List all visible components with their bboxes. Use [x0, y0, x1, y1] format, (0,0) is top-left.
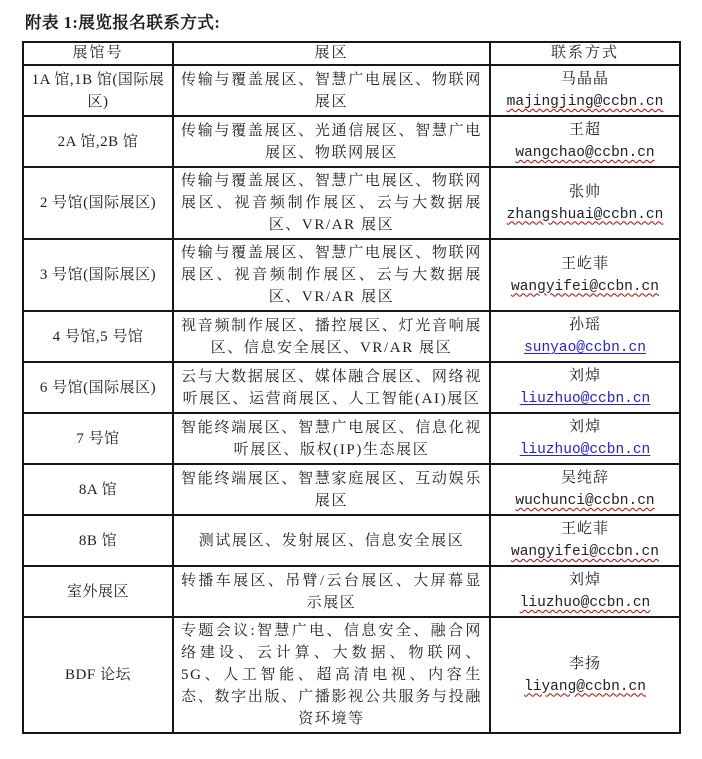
contact-email[interactable]: liuzhuo@ccbn.cn [519, 442, 651, 458]
table-row [23, 566, 680, 617]
table-row [23, 65, 680, 116]
zone-cell: 传输与覆盖展区、光通信展区、智慧广电展区、物联网展区 [173, 116, 490, 167]
zone-cell: 转播车展区、吊臂/云台展区、大屏幕显示展区 [173, 566, 490, 617]
contact-email-line [495, 141, 675, 164]
contact-name: 刘焯 [568, 368, 601, 384]
hall-cell: 室外展区 [23, 566, 173, 617]
contact-email[interactable]: sunyao@ccbn.cn [524, 340, 646, 356]
contact-email-line [495, 275, 675, 298]
zone-cell: 传输与覆盖展区、智慧广电展区、物联网展区、视音频制作展区、云与大数据展区、VR/AR 展区 [173, 239, 490, 311]
zone-cell: 传输与覆盖展区、智慧广电展区、物联网展区、视音频制作展区、云与大数据展区、VR/AR 展区 [173, 167, 490, 239]
hall-cell: 8A 馆 [23, 464, 173, 515]
contact-email: wangyifei@ccbn.cn [511, 544, 659, 560]
contact-email-line [495, 675, 675, 698]
contact-email: wuchunci@ccbn.cn [515, 493, 655, 509]
zone-cell: 测试展区、发射展区、信息安全展区 [173, 515, 490, 566]
contact-cell [490, 311, 680, 362]
contact-email[interactable]: liuzhuo@ccbn.cn [519, 391, 651, 407]
contact-name: 马晶晶 [560, 71, 609, 87]
contact-name: 孙瑶 [568, 317, 601, 333]
page-title: 附表 1:展览报名联系方式: [25, 13, 221, 32]
contact-email-line [495, 336, 675, 359]
zone-cell: 智能终端展区、智慧家庭展区、互动娱乐展区 [173, 464, 490, 515]
contact-cell [490, 65, 680, 116]
contact-email-line [495, 90, 675, 113]
table-header-row [23, 42, 680, 65]
hall-cell: 6 号馆(国际展区) [23, 362, 173, 413]
table-row [23, 617, 680, 733]
contact-name: 吴纯辞 [560, 470, 609, 486]
contact-name: 王屹菲 [560, 521, 609, 537]
contact-cell [490, 362, 680, 413]
contact-cell [490, 116, 680, 167]
table-row [23, 167, 680, 239]
contact-cell [490, 464, 680, 515]
contact-name: 王屹菲 [560, 255, 609, 272]
hall-cell: 3 号馆(国际展区) [23, 239, 173, 311]
contact-email: majingjing@ccbn.cn [506, 94, 664, 110]
contact-email-line [495, 591, 675, 614]
table-row [23, 311, 680, 362]
contact-email-line [495, 438, 675, 461]
zone-cell: 云与大数据展区、媒体融合展区、网络视听展区、运营商展区、人工智能(AI)展区 [173, 362, 490, 413]
zone-cell: 智能终端展区、智慧广电展区、信息化视听展区、版权(IP)生态展区 [173, 413, 490, 464]
table-row [23, 464, 680, 515]
table-row [23, 239, 680, 311]
contact-cell [490, 239, 680, 311]
zone-cell: 传输与覆盖展区、智慧广电展区、物联网展区 [173, 65, 490, 116]
zone-cell: 专题会议:智慧广电、信息安全、融合网络建设、云计算、大数据、物联网、5G、人工智能、超高清电视、内容生态、数字出版、广播影视公共服务与投融资环境等 [173, 617, 490, 733]
contact-email: liuzhuo@ccbn.cn [519, 595, 651, 611]
zone-cell: 视音频制作展区、播控展区、灯光音响展区、信息安全展区、VR/AR 展区 [173, 311, 490, 362]
contact-email: wangyifei@ccbn.cn [511, 278, 659, 295]
header-zone: 展区 [173, 42, 490, 65]
hall-cell: 1A 馆,1B 馆(国际展区) [23, 65, 173, 116]
hall-cell: 7 号馆 [23, 413, 173, 464]
table-row [23, 413, 680, 464]
contact-cell [490, 566, 680, 617]
contact-name: 张帅 [568, 183, 601, 200]
contact-name: 刘焯 [568, 419, 601, 435]
contact-email: wangchao@ccbn.cn [515, 145, 655, 161]
contact-email-line [495, 489, 675, 512]
header-hall: 展馆号 [23, 42, 173, 65]
contact-cell [490, 413, 680, 464]
hall-cell: 8B 馆 [23, 515, 173, 566]
hall-cell: 2A 馆,2B 馆 [23, 116, 173, 167]
header-contact: 联系方式 [490, 42, 680, 65]
contact-table [22, 41, 681, 734]
hall-cell: 2 号馆(国际展区) [23, 167, 173, 239]
table-row [23, 515, 680, 566]
contact-name: 刘焯 [568, 572, 601, 588]
contact-email-line [495, 540, 675, 563]
contact-email: zhangshuai@ccbn.cn [506, 206, 664, 223]
table-row [23, 116, 680, 167]
contact-email: liyang@ccbn.cn [524, 678, 646, 695]
contact-email-line [495, 387, 675, 410]
table-row [23, 362, 680, 413]
contact-email-line [495, 203, 675, 226]
contact-cell [490, 617, 680, 733]
contact-name: 李扬 [568, 655, 601, 672]
hall-cell: 4 号馆,5 号馆 [23, 311, 173, 362]
contact-name: 王超 [568, 122, 601, 138]
contact-cell [490, 515, 680, 566]
hall-cell: BDF 论坛 [23, 617, 173, 733]
contact-cell [490, 167, 680, 239]
